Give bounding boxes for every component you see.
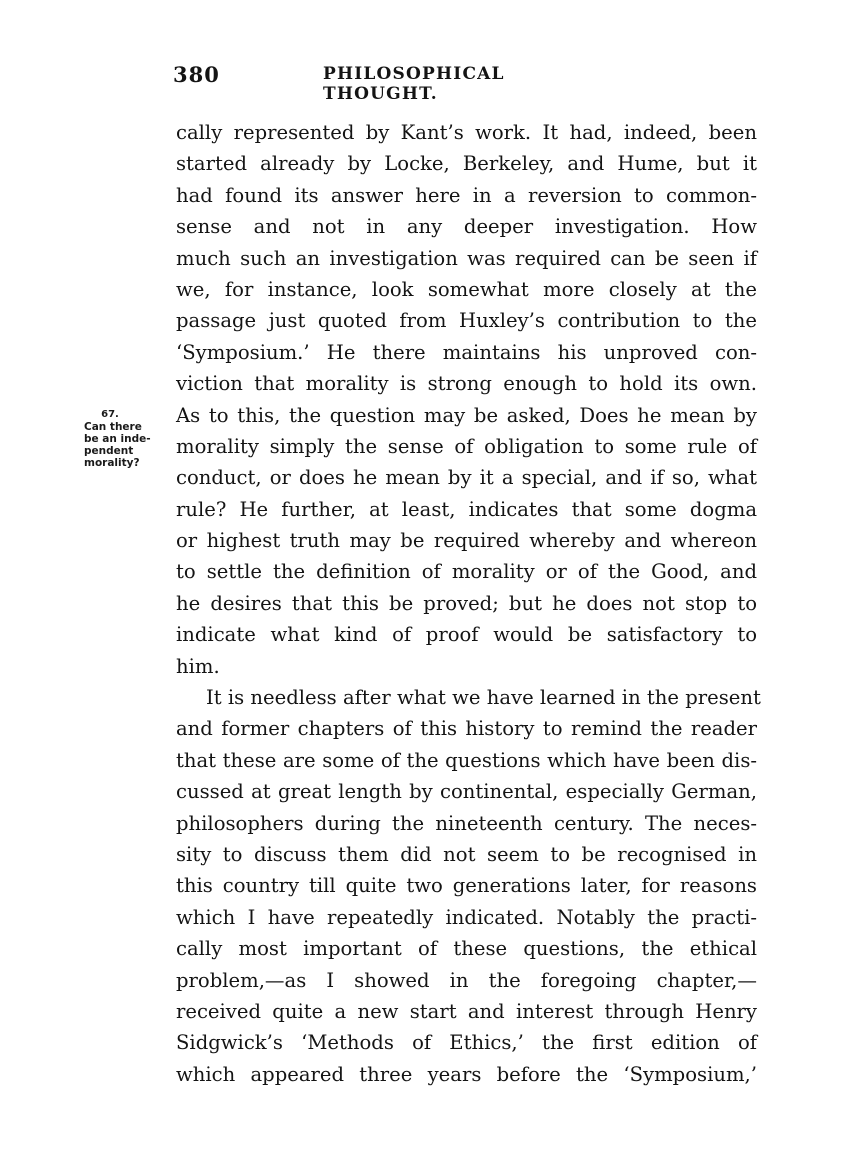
text-line: conduct, or does he mean by it a special, and if so, what: [176, 466, 757, 490]
text-line: Sidgwick’s ‘Methods of Ethics,’ the first edition of: [176, 1031, 757, 1055]
text-line: we, for instance, look somewhat more closely at the: [176, 277, 757, 301]
text-line: received quite a new start and interest through Henry: [176, 999, 757, 1023]
text-line: cussed at great length by continental, especially German,: [176, 780, 757, 804]
text-line: to settle the definition of morality or of the Good, and: [176, 560, 757, 584]
text-line: started already by Locke, Berkeley, and Hume, but it: [176, 152, 757, 176]
sidenote-number: 67.: [101, 409, 119, 420]
text-line: cally represented by Kant’s work. It had, indeed, been: [176, 121, 757, 144]
text-line: sense and not in any deeper investigation. How: [176, 215, 757, 239]
sidenote-line: morality?: [84, 457, 140, 469]
text-line: had found its answer here in a reversion to common-: [176, 183, 757, 207]
text-line: him.: [176, 654, 220, 678]
text-line: It is needless after what we have learned in the present: [206, 686, 761, 710]
text-line: indicate what kind of proof would be satisfactory to: [176, 623, 757, 647]
text-line: sity to discuss them did not seem to be recognised in: [176, 842, 757, 866]
text-line: and former chapters of this history to remind the reader: [176, 717, 757, 741]
text-line: which appeared three years before the ‘Symposium,’: [176, 1062, 757, 1086]
text-line: passage just quoted from Huxley’s contribution to the: [176, 309, 757, 333]
text-line: he desires that this be proved; but he does not stop to: [176, 591, 757, 615]
sidenote-line: Can there: [84, 421, 142, 433]
text-line: much such an investigation was required can be seen if: [176, 246, 757, 270]
text-line: or highest truth may be required whereby and whereon: [176, 529, 757, 553]
text-line: morality simply the sense of obligation to some rule of: [176, 434, 757, 458]
margin-sidenote: [84, 409, 164, 469]
text-line: cally most important of these questions, the ethical: [176, 937, 757, 961]
text-line: problem,—as I showed in the foregoing chapter,—: [176, 968, 757, 992]
text-line: viction that morality is strong enough to hold its own.: [176, 372, 757, 396]
page-number: 380: [173, 62, 220, 87]
text-line: philosophers during the nineteenth century. The neces-: [176, 811, 757, 835]
text-line: this country till quite two generations later, for reasons: [176, 874, 757, 898]
text-line: rule? He further, at least, indicates that some dogma: [176, 497, 757, 521]
text-line: which I have repeatedly indicated. Notably the practi-: [176, 905, 757, 929]
body-text: [176, 117, 761, 1090]
text-line: As to this, the question may be asked, Does he mean by: [176, 403, 757, 427]
text-line: ‘Symposium.’ He there maintains his unproved con-: [176, 340, 757, 364]
running-title: PHILOSOPHICAL THOUGHT.: [323, 64, 505, 104]
text-line: that these are some of the questions which have been dis-: [176, 748, 757, 772]
page-header: [173, 62, 613, 104]
sidenote-line: pendent: [84, 445, 134, 457]
sidenote-line: be an inde-: [84, 433, 151, 445]
